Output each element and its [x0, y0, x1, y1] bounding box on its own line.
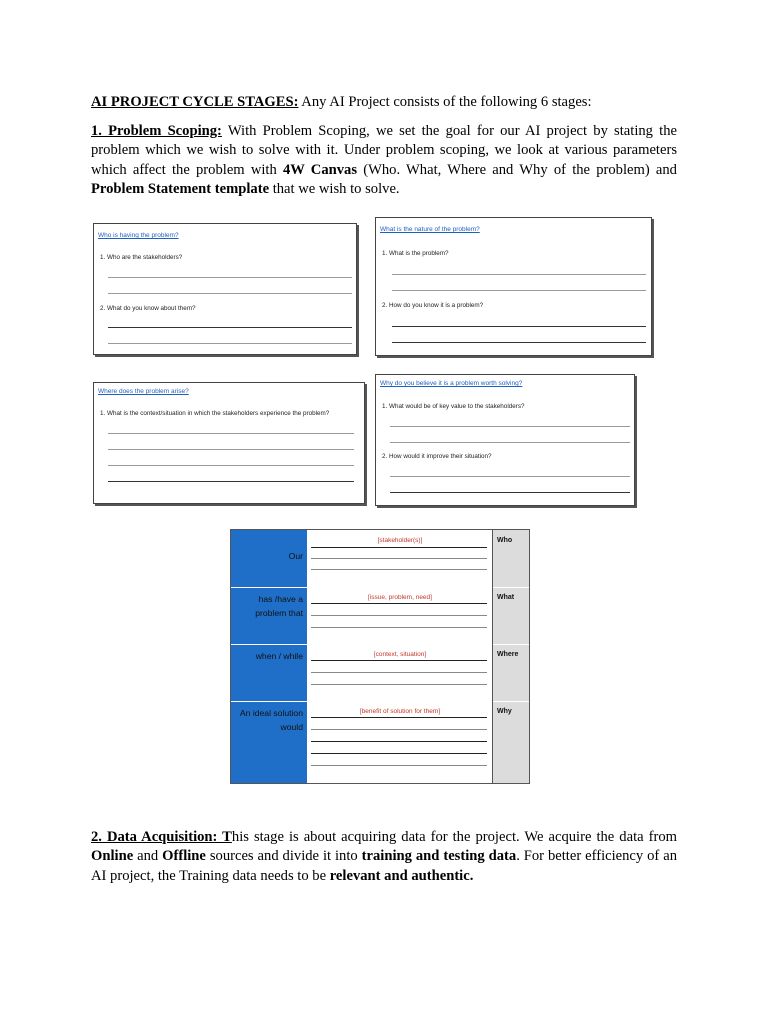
- template-line: [311, 753, 487, 754]
- stage2-text-b: and: [133, 848, 163, 865]
- stage1-heading: 1. Problem Scoping:: [91, 123, 222, 139]
- row-divider: [493, 644, 529, 645]
- row-divider: [231, 644, 307, 645]
- template-line: [311, 672, 487, 673]
- row-divider: [493, 587, 529, 588]
- stage1-bold-4w: 4W Canvas: [282, 161, 358, 178]
- template-w-where: Where: [497, 651, 519, 658]
- row-divider: [231, 587, 307, 588]
- canvas-where-q1: 1. What is the context/situation in which the stakeholders experience the problem?: [100, 410, 330, 417]
- template-line: [311, 741, 487, 742]
- template-line: [311, 765, 487, 766]
- template-label-when: when / while: [255, 651, 303, 661]
- problem-statement-template: [230, 529, 530, 784]
- template-line: [311, 717, 487, 718]
- stage1-text-b: (Who. What, Where and Why of the problem) and: [357, 161, 677, 178]
- canvas-what-q1: 1. What is the problem?: [382, 250, 449, 257]
- template-line: [311, 615, 487, 616]
- stage1-text-c: that we wish to solve.: [269, 180, 400, 197]
- answer-line: [390, 476, 630, 477]
- template-line: [311, 569, 487, 570]
- template-label-solution: An ideal solution would: [239, 708, 303, 732]
- canvas-what-q2: 2. How do you know it is a problem?: [382, 302, 484, 309]
- answer-line: [108, 293, 352, 294]
- answer-line: [108, 449, 354, 450]
- answer-line: [108, 465, 354, 466]
- intro-text: Any AI Project consists of the following 6 stages:: [298, 94, 592, 110]
- canvas-who-card: [93, 223, 357, 355]
- template-line: [311, 660, 487, 661]
- answer-line: [108, 343, 352, 344]
- answer-line: [390, 492, 630, 493]
- template-line: [311, 547, 487, 548]
- template-line: [311, 627, 487, 628]
- answer-line: [108, 433, 354, 434]
- template-w-what: What: [497, 594, 515, 601]
- canvas-who-q2: 2. What do you know about them?: [100, 305, 196, 312]
- canvas-where-card: [93, 382, 365, 504]
- row-divider: [493, 701, 529, 702]
- stage2-heading: 2. Data Acquisition: T: [91, 829, 232, 845]
- template-line: [311, 729, 487, 730]
- template-label-our: Our: [288, 551, 303, 561]
- template-hint-benefit: [benefit of solution for them]: [359, 708, 441, 715]
- template-w-why: Why: [497, 708, 512, 715]
- template-hint-stakeholders: [stakeholder(s)]: [377, 537, 423, 544]
- stage2-bold-training: training and testing data: [361, 848, 517, 865]
- stage1-paragraph: [91, 122, 677, 199]
- stage1-text-a: With Problem Scoping, we set the goal for our AI project by stating the problem which we wish to solve with it. Under problem scoping, we look at various parameters which affect the problem with: [91, 123, 677, 178]
- stage2-bold-relevant: relevant and authentic.: [329, 867, 474, 884]
- template-line: [311, 558, 487, 559]
- template-hint-issue: [issue, problem, need]: [368, 594, 432, 601]
- intro-heading: AI PROJECT CYCLE STAGES:: [91, 94, 299, 110]
- answer-line: [392, 290, 646, 291]
- answer-line: [108, 277, 352, 278]
- answer-line: [108, 481, 354, 482]
- stage2-text-a: his stage is about acquiring data for the project. We acquire the data from: [231, 829, 677, 845]
- template-hint-context: [context, situation]: [373, 651, 427, 658]
- stage2-text-d: . For better efficiency of an AI project, the Training data needs to be: [91, 848, 678, 884]
- answer-line: [392, 326, 646, 327]
- answer-line: [390, 426, 630, 427]
- template-line: [311, 684, 487, 685]
- canvas-what-card: [375, 217, 652, 356]
- stage2-paragraph: [91, 828, 677, 886]
- stage2-bold-online: Online: [91, 848, 134, 865]
- canvas-why-card: [375, 374, 635, 506]
- canvas-why-title: Why do you believe it is a problem worth solving?: [380, 380, 523, 387]
- stage2-bold-offline: Offline: [162, 848, 206, 865]
- canvas-who-title: Who is having the problem?: [98, 232, 179, 239]
- answer-line: [392, 342, 646, 343]
- template-line: [311, 603, 487, 604]
- canvas-where-title: Where does the problem arise?: [98, 388, 189, 395]
- canvas-why-q1: 1. What would be of key value to the stakeholders?: [382, 403, 525, 410]
- intro-paragraph: [91, 93, 677, 112]
- stage1-bold-template: Problem Statement template: [91, 180, 270, 197]
- stage2-text-c: sources and divide it into: [205, 848, 362, 865]
- answer-line: [392, 274, 646, 275]
- row-divider: [231, 701, 307, 702]
- template-label-problem: has /have a problem that: [255, 594, 303, 618]
- answer-line: [390, 442, 630, 443]
- canvas-what-title: What is the nature of the problem?: [380, 226, 480, 233]
- answer-line: [108, 327, 352, 328]
- template-w-who: Who: [497, 537, 513, 544]
- canvas-who-q1: 1. Who are the stakeholders?: [100, 254, 183, 261]
- canvas-why-q2: 2. How would it improve their situation?: [382, 453, 492, 460]
